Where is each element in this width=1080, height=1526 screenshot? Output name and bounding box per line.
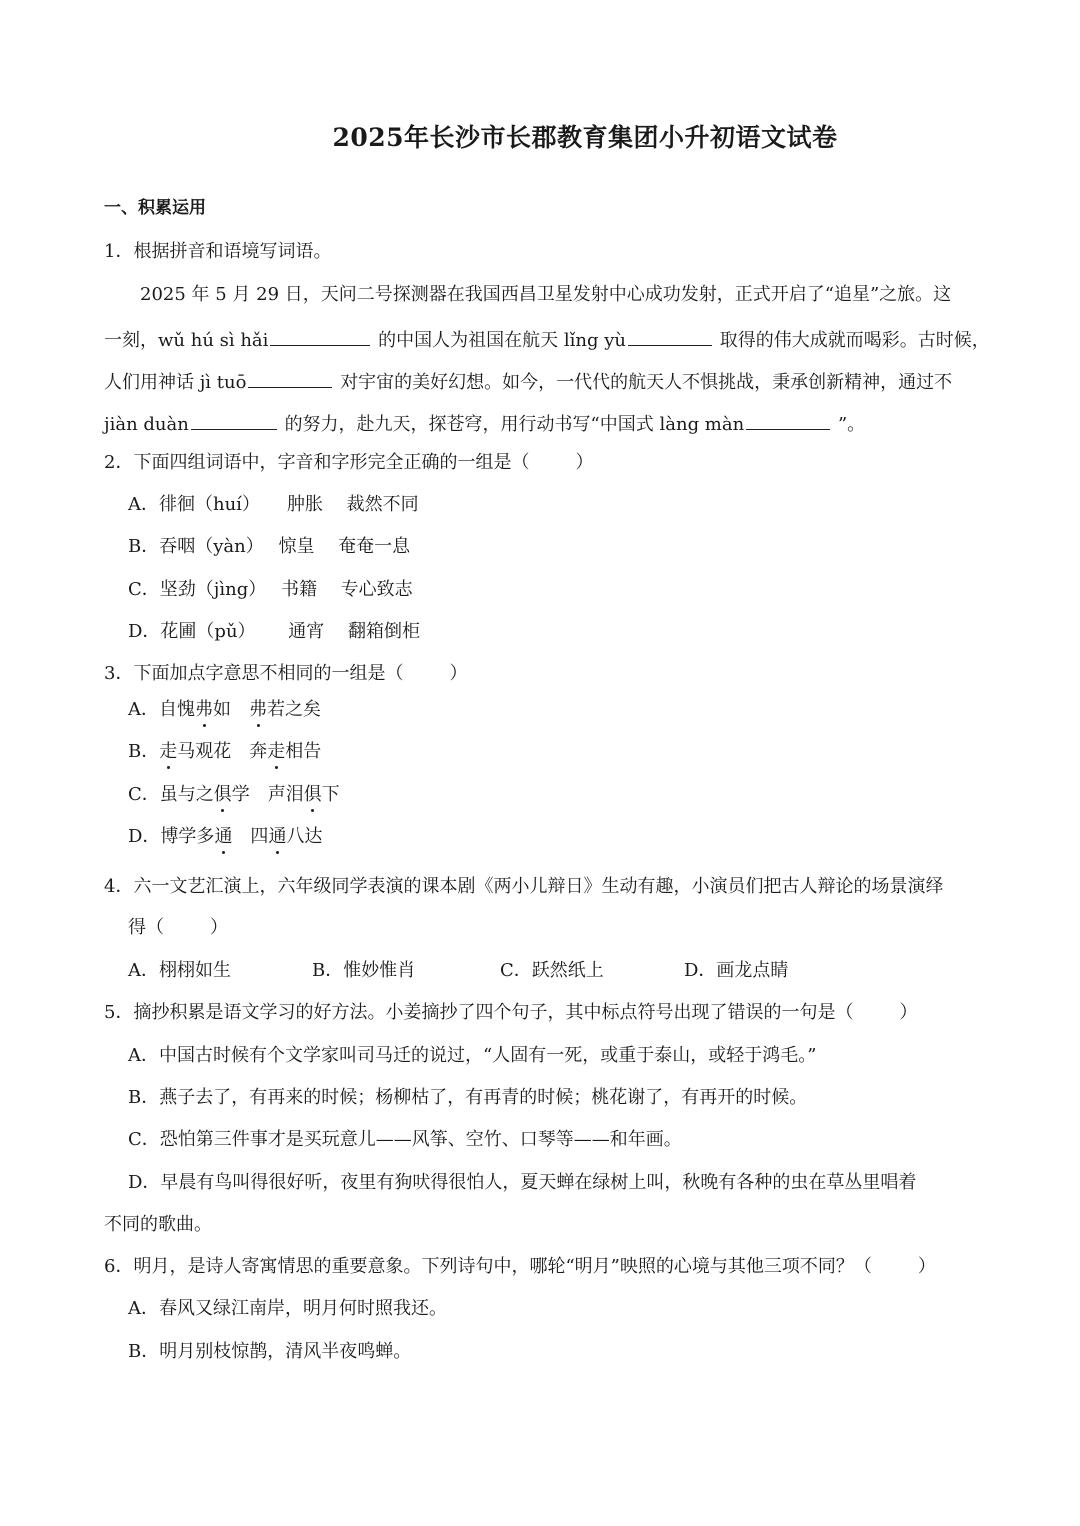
dotted-char: 走 bbox=[267, 741, 286, 762]
q4-option-a: A．栩栩如生 bbox=[128, 960, 231, 981]
q3-text: 马观花 奔 bbox=[177, 741, 268, 762]
q4-stem-text: 得（ bbox=[128, 917, 164, 938]
dotted-char: 走 bbox=[159, 741, 178, 762]
answer-blank-4[interactable] bbox=[191, 409, 277, 430]
q4-paren-close: ） bbox=[210, 917, 228, 938]
q3-option-b bbox=[128, 740, 321, 764]
question-4-stem: 4．六一文艺汇演上，六年级同学表演的课本剧《两小儿辩日》生动有趣，小演员们把古人辩论的场景演绎 bbox=[104, 876, 944, 897]
q2-option-c: C．坚劲（jìng） 书籍 专心致志 bbox=[128, 579, 413, 600]
q1-text: 一刻，wǔ hú sì hǎi bbox=[104, 330, 269, 351]
answer-blank-2[interactable] bbox=[628, 325, 712, 346]
q1-text: jiàn duàn bbox=[104, 414, 189, 435]
q2-option-b: B．吞咽（yàn） 惊皇 奄奄一息 bbox=[128, 536, 411, 557]
answer-blank-5[interactable] bbox=[746, 409, 830, 430]
q5-option-d: D．早晨有鸟叫得很好听，夜里有狗吠得很怕人，夏天蝉在绿树上叫，秋晚有各种的虫在草丛里唱着 bbox=[128, 1172, 917, 1193]
q3-option-a bbox=[128, 698, 321, 722]
q6-stem-text: 6．明月，是诗人寄寓情思的重要意象。下列诗句中，哪轮“明月”映照的心境与其他三项不同？（ bbox=[104, 1256, 872, 1277]
q3-text: B． bbox=[128, 741, 160, 762]
dotted-char: 弗 bbox=[249, 699, 267, 720]
question-6-stem bbox=[104, 1255, 936, 1279]
q3-stem-text: 3．下面加点字意思不相同的一组是（ bbox=[104, 663, 404, 684]
q1-text: 取得的伟大成就而喝彩。古时候， bbox=[719, 330, 990, 351]
q5-stem-text: 5．摘抄积累是语文学习的好方法。小姜摘抄了四个句子，其中标点符号出现了错误的一句是（ bbox=[104, 1002, 854, 1023]
q2-option-a: A．徘徊（huí） 肿胀 裁然不同 bbox=[128, 494, 419, 515]
q3-text: 四 bbox=[232, 826, 269, 847]
q3-text: 学 声泪 bbox=[231, 784, 304, 805]
question-1-stem: 1．根据拼音和语境写词语。 bbox=[104, 241, 332, 262]
question-3-stem bbox=[104, 662, 467, 686]
q1-text: 的努力，赴九天，探苍穹，用行动书写“中国式 làng màn bbox=[284, 414, 745, 435]
question-2-stem bbox=[104, 451, 593, 475]
q4-option-b: B．惟妙惟肖 bbox=[312, 960, 416, 981]
q4-option-c: C．跃然纸上 bbox=[500, 960, 604, 981]
question-1-line-4 bbox=[104, 409, 865, 437]
exam-title: 2025年长沙市长郡教育集团小升初语文试卷 bbox=[332, 123, 838, 152]
q3-text: 若之矣 bbox=[267, 699, 321, 720]
q3-text: 八达 bbox=[286, 826, 323, 847]
q1-text: 对宇宙的美好幻想。如今，一代代的航天人不惧挑战，秉承创新精神，通过不 bbox=[340, 372, 953, 393]
q3-text: 相告 bbox=[285, 741, 322, 762]
q3-option-d bbox=[128, 825, 322, 849]
q6-option-b: B．明月别枝惊鹊，清风半夜鸣蝉。 bbox=[128, 1341, 412, 1362]
question-1-line-1: 2025 年 5 月 29 日，天问二号探测器在我国西昌卫星发射中心成功发射，正式开启了“追星”之旅。这 bbox=[140, 284, 952, 305]
q5-option-d-cont: 不同的歌曲。 bbox=[104, 1214, 212, 1235]
q3-text: 下 bbox=[321, 784, 340, 805]
question-4-stem-2 bbox=[128, 916, 228, 940]
dotted-char: 俱 bbox=[213, 784, 232, 805]
q1-text: 人们用神话 jì tuō bbox=[104, 372, 247, 393]
question-1-line-2 bbox=[104, 325, 990, 353]
q3-text: 如 bbox=[213, 699, 249, 720]
q1-text: ”。 bbox=[837, 414, 866, 435]
q4-option-d: D．画龙点睛 bbox=[684, 960, 789, 981]
question-1-line-3 bbox=[104, 367, 952, 395]
q3-text: C．虽与之 bbox=[128, 784, 214, 805]
q3-text: A．自愧 bbox=[128, 699, 195, 720]
q5-option-c: C．恐怕第三件事才是买玩意儿——风筝、空竹、口琴等——和年画。 bbox=[128, 1129, 682, 1150]
answer-blank-3[interactable] bbox=[248, 367, 332, 388]
q5-option-b: B．燕子去了，有再来的时候；杨柳枯了，有再青的时候；桃花谢了，有再开的时候。 bbox=[128, 1087, 808, 1108]
dotted-char: 通 bbox=[214, 826, 233, 847]
question-5-stem bbox=[104, 1001, 917, 1025]
q1-text: 的中国人为祖国在航天 lǐng yù bbox=[378, 330, 627, 351]
dotted-char: 俱 bbox=[303, 784, 322, 805]
q3-paren-close: ） bbox=[449, 663, 468, 684]
answer-blank-1[interactable] bbox=[270, 325, 370, 346]
q2-paren-close: ） bbox=[575, 452, 594, 473]
q3-option-c bbox=[128, 783, 340, 807]
q6-option-a: A．春风又绿江南岸，明月何时照我还。 bbox=[128, 1298, 447, 1319]
q2-option-d: D．花圃（pǔ） 通宵 翻箱倒柜 bbox=[128, 621, 420, 642]
q5-paren-close: ） bbox=[899, 1002, 918, 1023]
q6-paren-close: ） bbox=[917, 1256, 936, 1277]
q2-stem-text: 2．下面四组词语中，字音和字形完全正确的一组是（ bbox=[104, 452, 530, 473]
dotted-char: 通 bbox=[268, 826, 287, 847]
section-heading: 一、积累运用 bbox=[104, 198, 206, 218]
q5-option-a: A．中国古时候有个文学家叫司马迁的说过，“人固有一死，或重于泰山，或轻于鸿毛。” bbox=[128, 1045, 817, 1066]
q3-text: D．博学多 bbox=[128, 826, 215, 847]
dotted-char: 弗 bbox=[195, 699, 213, 720]
